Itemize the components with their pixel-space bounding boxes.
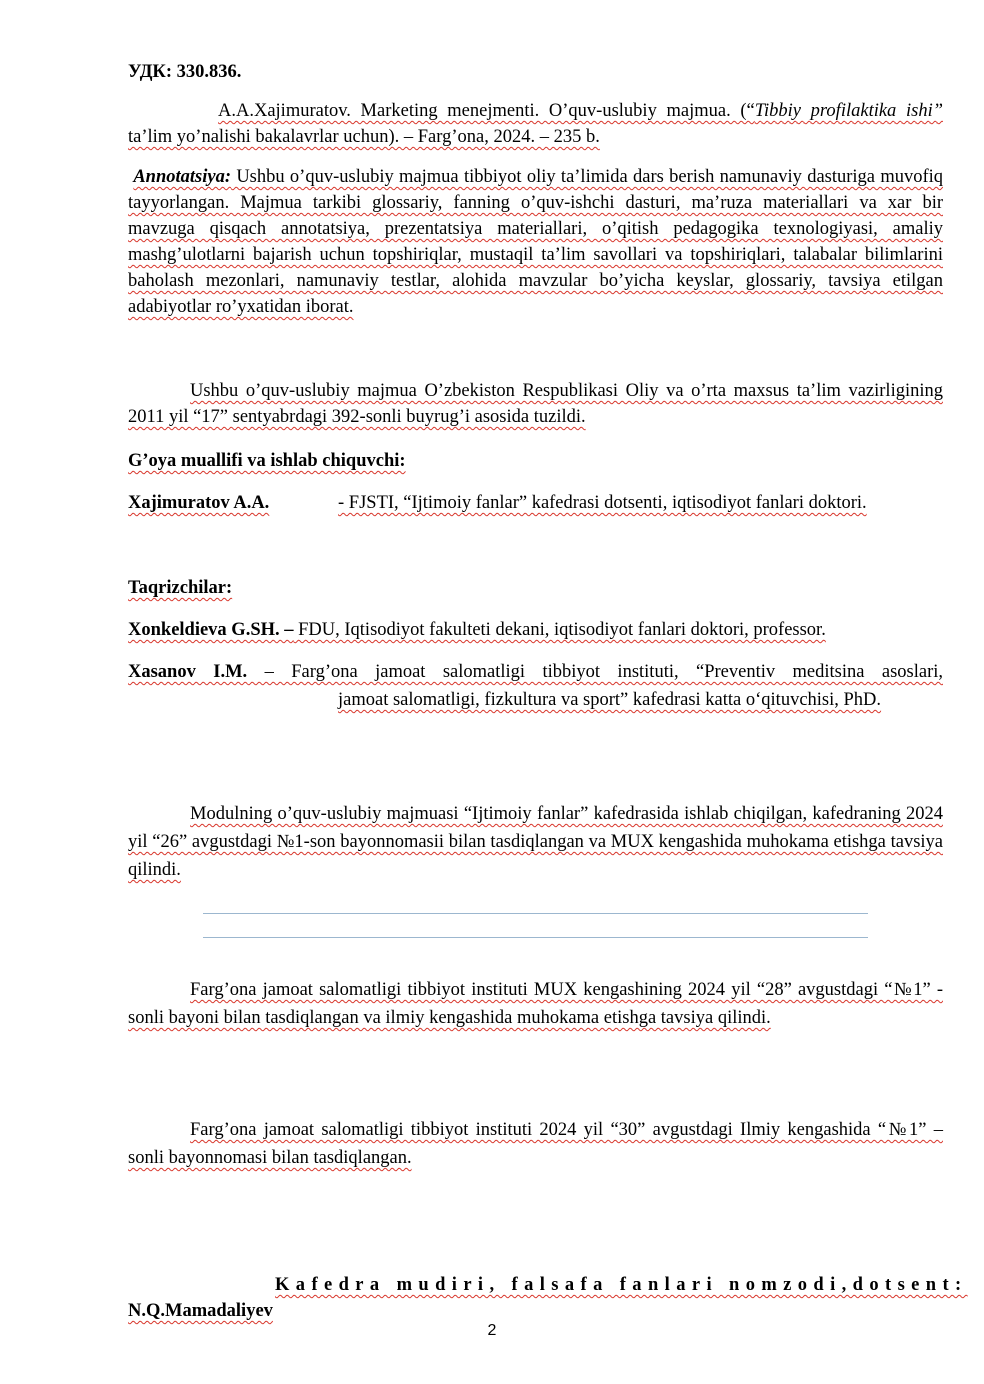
udk-text: УДК: 330.836. bbox=[128, 62, 242, 82]
council-text: Farg’ona jamoat salomatligi tibbiyot instituti MUX kengashining 2024 yil “28” avgustdagi “№1” - sonli bayoni bilan tasdiqlangan va ilmiy kengashida muhokama etishga tavsiya qilindi. bbox=[128, 980, 943, 1028]
signature-name bbox=[128, 1298, 943, 1324]
udk-code bbox=[128, 59, 943, 85]
reviewer-2-continuation bbox=[338, 687, 943, 713]
author-description: - FJSTI, “Ijtimoiy fanlar” kafedrasi dotsenti, iqtisodiyot fanlari doktori. bbox=[338, 493, 867, 513]
reviewer-1-name: Xonkeldieva G.SH. – bbox=[128, 620, 294, 640]
academic-council-text: Farg’ona jamoat salomatligi tibbiyot instituti 2024 yil “30” avgustdagi Ilmiy kengashida “№1” – sonli bayonnomasi bilan tasdiqlangan. bbox=[128, 1120, 943, 1168]
annotation-paragraph bbox=[128, 164, 943, 320]
reviewer-2-name: Xasanov I.M. bbox=[128, 662, 248, 682]
author-heading-text: G’oya muallifi va ishlab chiquvchi: bbox=[128, 451, 406, 471]
separator-line bbox=[203, 937, 868, 938]
ministry-text: Ushbu o’quv-uslubiy majmua O’zbekiston Respublikasi Oliy va o’rta maxsus ta’lim vazirligining 2011 yil “17” sentyabrdagi 392-sonli buyrug’i asosida tuzildi. bbox=[128, 381, 943, 427]
council-paragraph bbox=[128, 976, 943, 1032]
ministry-paragraph bbox=[128, 378, 943, 430]
author-name: Xajimuratov A.A. bbox=[128, 493, 270, 513]
reviewers-heading-text: Taqrizchilar: bbox=[128, 578, 233, 598]
reviewer-2 bbox=[128, 659, 943, 685]
signature-title bbox=[275, 1272, 968, 1298]
reviewer-1 bbox=[128, 617, 943, 643]
bibliographic-reference bbox=[128, 98, 943, 150]
reviewer-2-description-rest: jamoat salomatligi, fizkultura va sport” kafedrasi katta o‘qituvchisi, PhD. bbox=[338, 690, 882, 710]
separator-line bbox=[203, 913, 868, 914]
reviewer-1-description: FDU, Iqtisodiyot fakulteti dekani, iqtisodiyot fanlari doktori, professor. bbox=[293, 620, 826, 640]
author-heading bbox=[128, 448, 943, 474]
reviewers-heading bbox=[128, 575, 943, 601]
author-line bbox=[128, 490, 943, 516]
page-number: 2 bbox=[487, 1322, 497, 1339]
signature-name-text: N.Q.Mamadaliyev bbox=[128, 1301, 273, 1321]
annotation-text: Ushbu o’quv-uslubiy majmua tibbiyot oliy ta’limida dars berish namunaviy dasturiga muvofiq tayyorlangan. Majmua tarkibi glossariy, fanning o’quv-ishchi dasturi, ma’ruza materiallari va xar bir mavzuga qisqach annotatsiya, prezentatsiya materiallari, o’qitish pedagogika texnologiyasi, amaliy mashg’ulotlarni bajarish uchun topshiriqlar, mustaqil ta’lim savollari va topshiriqlari, talabalar bilimlarini baholash mezonlari, namunaviy testlar, alohida mavzular bo’yicha keyslar, glossariy, tavsiya etilgan adabiyotlar ro’yxatidan iborat. bbox=[128, 167, 944, 317]
reviewer-2-description-first: – Farg’ona jamoat salomatligi tibbiyot instituti, “Preventiv meditsina asoslari, bbox=[247, 662, 943, 682]
module-text: Modulning o’quv-uslubiy majmuasi “Ijtimoiy fanlar” kafedrasida ishlab chiqilgan, kafedraning 2024 yil “26” avgustdagi №1-son bayonnomasii bilan tasdiqlangan va MUX kengashida muhokama etishga tavsiya qilindi. bbox=[128, 804, 943, 880]
bib-part-2: ta’lim yo’nalishi bakalavrlar uchun). – Farg’ona, 2024. – 235 b. bbox=[128, 127, 600, 147]
academic-council-paragraph bbox=[128, 1116, 943, 1172]
annotation-label: Annotatsiya: bbox=[133, 167, 231, 187]
bib-part-1: A.A.Xajimuratov. Marketing menejmenti. O’quv-uslubiy majmua. (“ bbox=[218, 101, 755, 121]
module-paragraph bbox=[128, 800, 943, 884]
bib-italic: Tibbiy profilaktika ishi” bbox=[754, 101, 943, 121]
signature-title-text: Kafedra mudiri, falsafa fanlari nomzodi,dotsent: bbox=[275, 1275, 968, 1295]
